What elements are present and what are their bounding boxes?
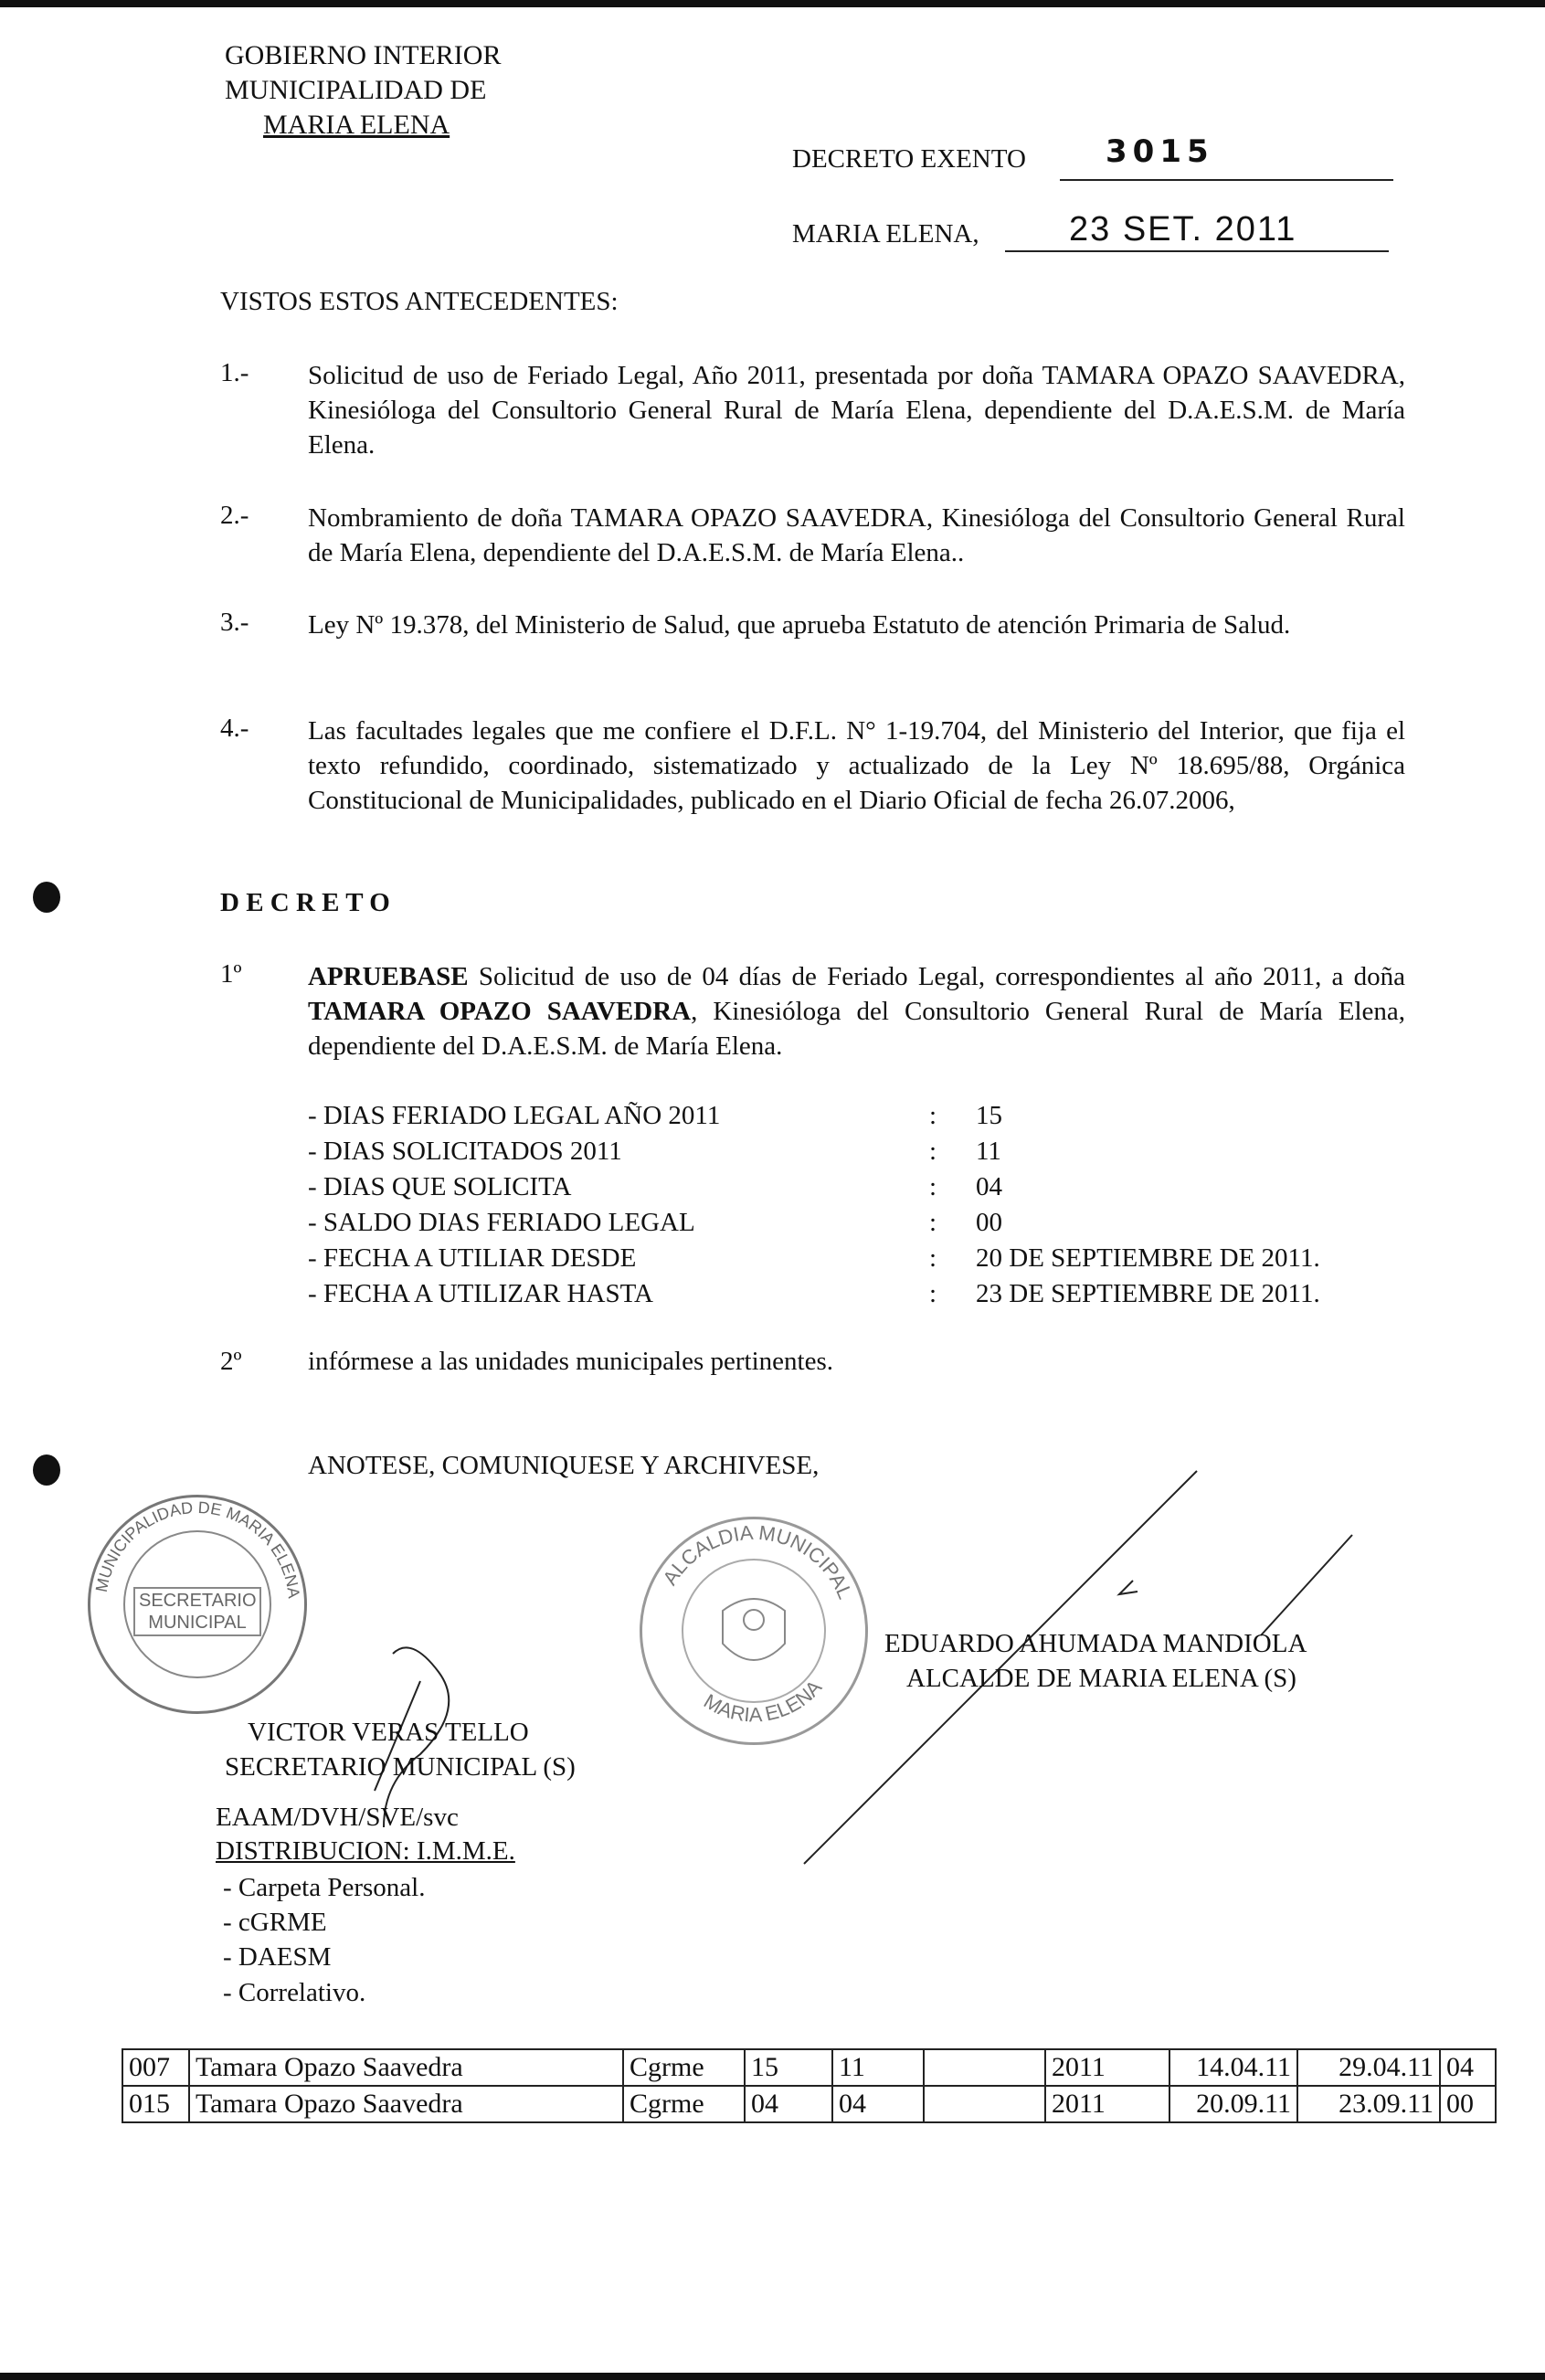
detail-label: - SALDO DIAS FERIADO LEGAL: [308, 1208, 695, 1237]
detail-row: [308, 1169, 1320, 1205]
cell: 015: [122, 2086, 189, 2122]
header-city: MARIA ELENA: [263, 110, 450, 140]
article-number: 1º: [220, 959, 242, 989]
detail-label: - DIAS SOLICITADOS 2011: [308, 1137, 622, 1166]
punch-hole: [33, 882, 60, 913]
cell: Cgrme: [623, 2086, 745, 2122]
scan-edge-bottom: [0, 2373, 1545, 2380]
cell: Tamara Opazo Saavedra: [189, 2086, 623, 2122]
distribution-item: - cGRME: [223, 1908, 327, 1937]
detail-value: 04: [976, 1172, 1002, 1201]
item-number: 2.-: [220, 501, 249, 530]
article-2-text: infórmese a las unidades municipales pertinentes.: [308, 1347, 833, 1376]
punch-hole: [33, 1454, 60, 1486]
detail-value: 00: [976, 1208, 1002, 1237]
leave-details: [308, 1098, 1320, 1312]
detail-row: [308, 1098, 1320, 1134]
colon: :: [929, 1208, 937, 1237]
detail-value: 20 DE SEPTIEMBRE DE 2011.: [976, 1243, 1320, 1273]
decree-date: 23 SET. 2011: [1069, 210, 1297, 249]
detail-label: - DIAS QUE SOLICITA: [308, 1172, 572, 1201]
decree-number-line: [1060, 179, 1393, 181]
cell: [924, 2049, 1045, 2086]
colon: :: [929, 1172, 937, 1201]
employee-name: TAMARA OPAZO SAAVEDRA: [308, 997, 692, 1026]
decree-label: DECRETO EXENTO: [792, 144, 1026, 174]
detail-label: - DIAS FERIADO LEGAL AÑO 2011: [308, 1101, 721, 1130]
cell: 04: [745, 2086, 832, 2122]
date-line: [1005, 250, 1389, 252]
decree-number: 3015: [1106, 133, 1214, 170]
colon: :: [929, 1137, 937, 1166]
scan-edge-top: [0, 0, 1545, 7]
secretary-name: VICTOR VERAS TELLO: [248, 1718, 529, 1747]
item-number: 4.-: [220, 714, 249, 743]
cell: 00: [1440, 2086, 1496, 2122]
cell: 007: [122, 2049, 189, 2086]
detail-value: 11: [976, 1137, 1001, 1166]
detail-label: - FECHA A UTILIAR DESDE: [308, 1243, 637, 1273]
mayor-name: EDUARDO AHUMADA MANDIOLA: [884, 1629, 1307, 1658]
cell: Cgrme: [623, 2049, 745, 2086]
cell: 23.09.11: [1297, 2086, 1440, 2122]
table-row: [122, 2049, 1496, 2086]
vistos-title: VISTOS ESTOS ANTECEDENTES:: [220, 287, 619, 316]
cell: 11: [832, 2049, 924, 2086]
detail-row: [308, 1276, 1320, 1312]
header-municipality: MUNICIPALIDAD DE: [225, 75, 487, 105]
cell: 04: [1440, 2049, 1496, 2086]
mayor-title: ALCALDE DE MARIA ELENA (S): [906, 1664, 1296, 1693]
detail-row: [308, 1134, 1320, 1169]
secretary-stamp: [88, 1495, 307, 1714]
svg-text:ALCALDIA MUNICIPAL: ALCALDIA MUNICIPAL: [658, 1520, 857, 1603]
coat-of-arms-icon: [723, 1599, 785, 1660]
detail-row: [308, 1205, 1320, 1241]
cell: 29.04.11: [1297, 2049, 1440, 2086]
secretary-title: SECRETARIO MUNICIPAL (S): [225, 1752, 576, 1782]
cell: 20.09.11: [1169, 2086, 1297, 2122]
approve-word: APRUEBASE: [308, 962, 469, 991]
text: Solicitud de uso de 04 días de Feriado Legal, correspondientes al año 2011, a doña: [468, 962, 1405, 991]
table-row: [122, 2086, 1496, 2122]
cell: 2011: [1045, 2049, 1169, 2086]
reference-initials: EAAM/DVH/SVE/svc: [216, 1803, 459, 1832]
svg-text:MARIA ELENA: MARIA ELENA: [700, 1676, 827, 1727]
cell: 14.04.11: [1169, 2049, 1297, 2086]
colon: :: [929, 1101, 937, 1130]
cell: Tamara Opazo Saavedra: [189, 2049, 623, 2086]
cell: 15: [745, 2049, 832, 2086]
colon: :: [929, 1279, 937, 1308]
article-1-text: [308, 959, 1405, 1063]
cell: 04: [832, 2086, 924, 2122]
distribution-item: - Correlativo.: [223, 1978, 366, 2007]
cell: 2011: [1045, 2086, 1169, 2122]
antecedent-text: Solicitud de uso de Feriado Legal, Año 2011, presentada por doña TAMARA OPAZO SAAVEDRA, Kinesióloga del Consultorio General Rural de María Elena, dependiente del D.A.E.S.M. de María Elena.: [308, 361, 1405, 460]
stamp-center-text: SECRETARIO MUNICIPAL: [133, 1587, 261, 1636]
distribution-item: - Carpeta Personal.: [223, 1873, 426, 1902]
detail-row: [308, 1241, 1320, 1276]
article-number: 2º: [220, 1347, 242, 1376]
detail-value: 15: [976, 1101, 1002, 1130]
detail-label: - FECHA A UTILIZAR HASTA: [308, 1279, 653, 1308]
closing-formula: ANOTESE, COMUNIQUESE Y ARCHIVESE,: [308, 1451, 820, 1480]
item-number: 3.-: [220, 608, 249, 637]
antecedent-text: Nombramiento de doña TAMARA OPAZO SAAVEDRA, Kinesióloga del Consultorio General Rural de María Elena, dependiente del D.A.E.S.M. de María Elena..: [308, 503, 1405, 567]
colon: :: [929, 1243, 937, 1273]
detail-value: 23 DE SEPTIEMBRE DE 2011.: [976, 1279, 1320, 1308]
distribution-title: DISTRIBUCION: I.M.M.E.: [216, 1836, 515, 1866]
antecedent-text: Las facultades legales que me confiere el D.F.L. N° 1-19.704, del Ministerio del Interior, que fija el texto refundido, coordinado, sistematizado y actualizado de la Ley Nº 18.695/88, Orgánica Constitucional de Municipalidades, publicado en el Diario Oficial de fecha 26.07.2006,: [308, 716, 1405, 815]
svg-text:MUNICIPALIDAD DE MARIA ELENA: MUNICIPALIDAD DE MARIA ELENA: [91, 1497, 303, 1600]
date-label: MARIA ELENA,: [792, 219, 979, 249]
distribution-item: - DAESM: [223, 1942, 332, 1972]
cell: [924, 2086, 1045, 2122]
item-number: 1.-: [220, 358, 249, 387]
text: , Kinesióloga del Consultorio General Rural de María Elena, dependiente del D.A.E.S.M. de María Elena.: [308, 997, 1406, 1061]
leave-register-table: [122, 2048, 1497, 2123]
decreto-title: D E C R E T O: [220, 888, 390, 917]
antecedent-text: Ley Nº 19.378, del Ministerio de Salud, que aprueba Estatuto de atención Primaria de Salud.: [308, 610, 1291, 640]
header-government: GOBIERNO INTERIOR: [225, 40, 502, 70]
